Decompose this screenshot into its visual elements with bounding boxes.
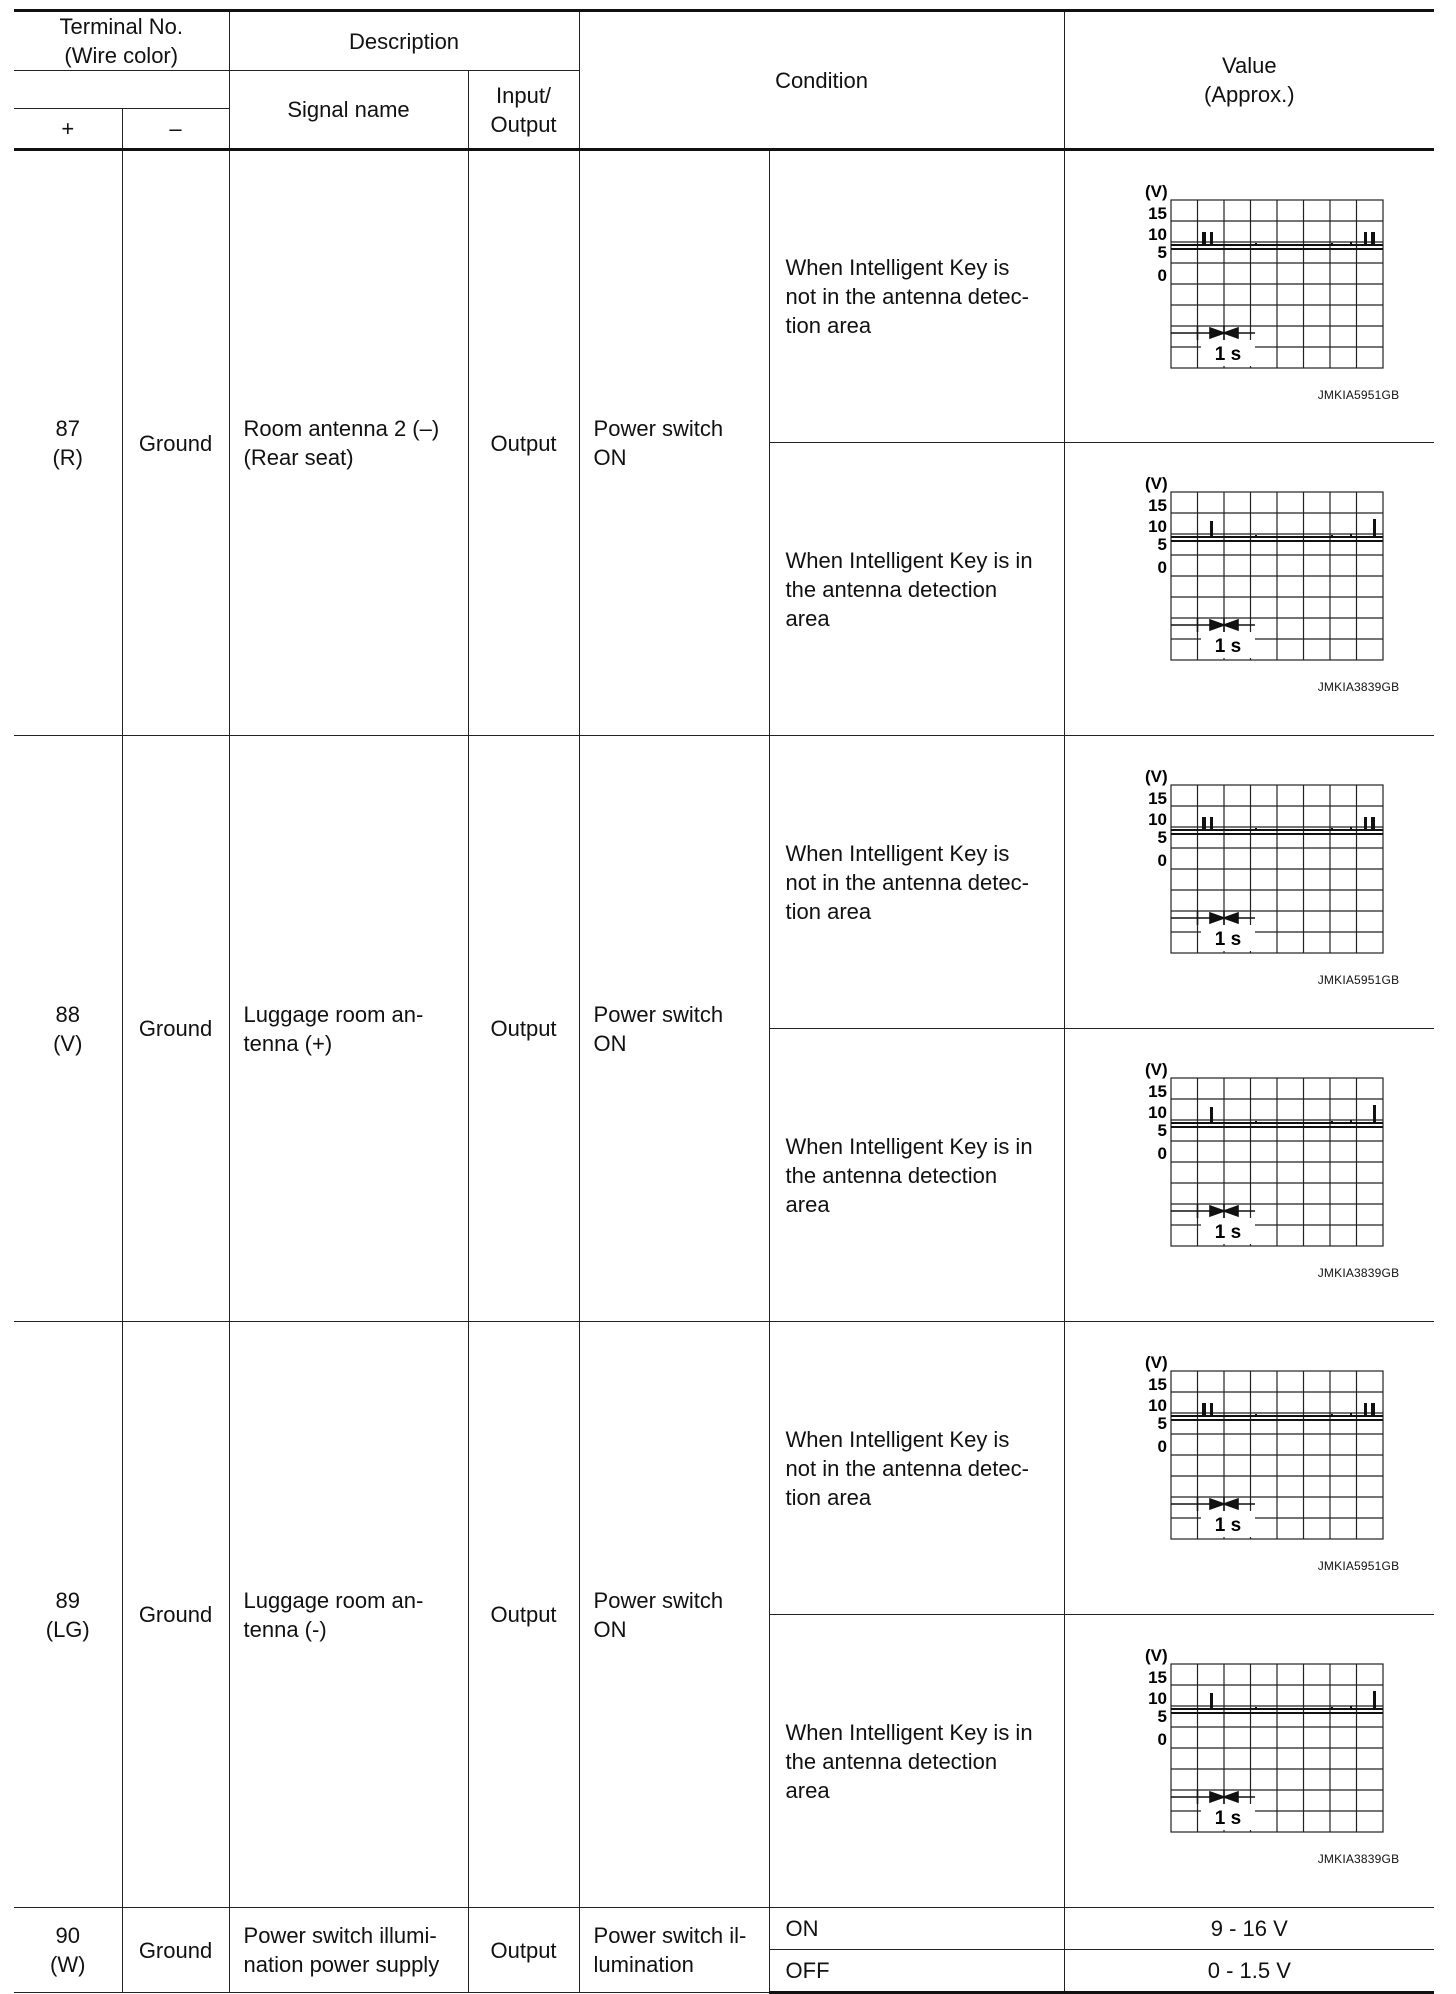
waveform-tick-label: 0 (1157, 558, 1168, 577)
condition-line: Power switch il- (593, 1923, 747, 1948)
sub-condition-line: the antenna detection (785, 1162, 998, 1188)
waveform-time-label: 1 s (1215, 1515, 1242, 1536)
sub-condition (769, 1029, 1064, 1322)
header-terminal-label: Terminal No. (59, 14, 183, 39)
waveform-tick-label: 15 (1148, 203, 1168, 223)
header-value (1064, 11, 1434, 150)
waveform-unit-label: (V) (1145, 767, 1168, 786)
sub-condition-line: When Intelligent Key is in (785, 1133, 1033, 1159)
waveform-tick-label: 5 (1157, 828, 1168, 847)
waveform-tick-label: 10 (1148, 1396, 1168, 1415)
signal-name-line: nation power supply (243, 1952, 440, 1977)
figure-code: JMKIA3839GB (1317, 1266, 1400, 1280)
header-description: Description (229, 11, 579, 71)
figure-code: JMKIA5951GB (1317, 387, 1400, 402)
waveform-tick-label: 10 (1148, 810, 1168, 829)
waveform-graph (1099, 474, 1399, 704)
sub-condition-line: When Intelligent Key is in (785, 1719, 1033, 1745)
terminal-number: 90 (55, 1923, 80, 1948)
sub-condition (769, 150, 1064, 443)
value-waveform (1064, 736, 1434, 1029)
signal-name (229, 150, 468, 736)
waveform-unit-label: (V) (1145, 474, 1168, 493)
table-row (14, 736, 1434, 1029)
condition-line: ON (593, 1030, 627, 1056)
figure-code: JMKIA5951GB (1317, 973, 1400, 987)
terminal-number: 87 (55, 416, 80, 441)
waveform-graph (1099, 1060, 1399, 1290)
signal-name-line: Luggage room an- (243, 1001, 424, 1027)
table-row (14, 150, 1434, 443)
waveform-tick-label: 0 (1157, 851, 1168, 870)
waveform-time-label: 1 s (1215, 636, 1242, 657)
waveform-tick-label: 0 (1157, 1730, 1168, 1749)
sub-condition-line: not in the antenna detec- (785, 869, 1029, 895)
signal-name-line: tenna (-) (243, 1616, 327, 1642)
value-waveform (1064, 150, 1434, 443)
minus-terminal: Ground (122, 150, 229, 736)
header-input-output (468, 71, 579, 150)
sub-condition-line: area (785, 605, 830, 631)
value-waveform (1064, 443, 1434, 736)
waveform-tick-label: 10 (1148, 1103, 1168, 1122)
condition-line: ON (593, 445, 627, 470)
condition (579, 1322, 769, 1908)
sub-condition-line: tion area (785, 313, 872, 338)
wire-color: (W) (50, 1952, 86, 1977)
header-wire-color-label: (Wire color) (64, 43, 179, 68)
terminal-cell (14, 150, 122, 736)
minus-terminal: Ground (122, 736, 229, 1322)
signal-name-line: Room antenna 2 (–) (243, 416, 440, 441)
condition-line: Power switch (593, 1587, 724, 1613)
waveform-time-label: 1 s (1215, 1808, 1242, 1829)
waveform-tick-label: 5 (1157, 242, 1168, 262)
waveform-unit-label: (V) (1145, 1353, 1168, 1372)
signal-name-line: Luggage room an- (243, 1587, 424, 1613)
sub-condition-line: When Intelligent Key is (785, 255, 1010, 280)
sub-condition-line: not in the antenna detec- (785, 1455, 1029, 1481)
waveform-tick-label: 10 (1148, 1689, 1168, 1708)
waveform-tick-label: 5 (1157, 1707, 1168, 1726)
condition-line: lumination (593, 1952, 694, 1977)
header-input-label: Input/ (496, 82, 552, 108)
waveform-unit-label: (V) (1145, 181, 1168, 201)
figure-code: JMKIA3839GB (1317, 680, 1400, 694)
sub-condition-line: the antenna detection (785, 576, 998, 602)
header-plus: + (14, 109, 122, 150)
value-waveform (1064, 1322, 1434, 1615)
value-on: 9 - 16 V (1064, 1908, 1434, 1950)
sub-condition-line: not in the antenna detec- (785, 284, 1029, 309)
sub-condition-line: tion area (785, 898, 872, 924)
sub-condition-line: tion area (785, 1484, 872, 1510)
value-waveform (1064, 1615, 1434, 1908)
sub-condition-line: area (785, 1191, 830, 1217)
waveform-tick-label: 15 (1148, 496, 1168, 515)
input-output: Output (468, 1322, 579, 1908)
sub-condition-line: When Intelligent Key is in (785, 547, 1033, 573)
sub-condition-line: When Intelligent Key is (785, 840, 1010, 866)
wire-color: (V) (53, 1030, 83, 1056)
minus-terminal: Ground (122, 1322, 229, 1908)
signal-name-line: (Rear seat) (243, 445, 354, 470)
condition-line: Power switch (593, 416, 724, 441)
value-off: 0 - 1.5 V (1064, 1950, 1434, 1993)
sub-condition-line: the antenna detection (785, 1748, 998, 1774)
waveform-unit-label: (V) (1145, 1060, 1168, 1079)
terminal-cell (14, 1322, 122, 1908)
waveform-tick-label: 15 (1148, 1375, 1168, 1394)
state-off: OFF (769, 1950, 1064, 1993)
wire-color: (R) (52, 445, 84, 470)
waveform-tick-label: 0 (1157, 1144, 1168, 1163)
signal-name (229, 736, 468, 1322)
condition-line: Power switch (593, 1001, 724, 1027)
waveform-time-label: 1 s (1215, 1222, 1242, 1243)
header-output-label: Output (490, 111, 557, 137)
header-signal-name: Signal name (229, 71, 468, 150)
waveform-tick-label: 5 (1157, 1414, 1168, 1433)
waveform-graph (1099, 767, 1399, 997)
input-output: Output (468, 736, 579, 1322)
signal-name-line: Power switch illumi- (243, 1923, 437, 1948)
waveform-tick-label: 5 (1157, 535, 1168, 554)
wire-color: (LG) (45, 1616, 90, 1642)
sub-condition-line: When Intelligent Key is (785, 1426, 1010, 1452)
waveform-tick-label: 10 (1148, 517, 1168, 536)
waveform-tick-label: 0 (1157, 1437, 1168, 1456)
header-minus: – (122, 109, 229, 150)
terminal-cell (14, 736, 122, 1322)
waveform-graph (1099, 1646, 1399, 1876)
waveform-unit-label: (V) (1145, 1646, 1168, 1665)
terminal-spec-table (14, 9, 1434, 1994)
terminal-number: 88 (55, 1001, 80, 1027)
table-row (14, 1908, 1434, 1950)
condition (579, 736, 769, 1322)
sub-condition-line: area (785, 1777, 830, 1803)
minus-terminal: Ground (122, 1908, 229, 1993)
table-row (14, 1322, 1434, 1615)
state-on: ON (769, 1908, 1064, 1950)
input-output: Output (468, 1908, 579, 1993)
waveform-tick-label: 0 (1157, 265, 1168, 285)
signal-name-line: tenna (+) (243, 1030, 333, 1056)
waveform-tick-label: 5 (1157, 1121, 1168, 1140)
header-approx-label: (Approx.) (1204, 82, 1295, 107)
waveform-graph (1099, 1353, 1399, 1583)
sub-condition (769, 443, 1064, 736)
header-terminal-no (14, 11, 229, 71)
figure-code: JMKIA3839GB (1317, 1852, 1400, 1866)
input-output: Output (468, 150, 579, 736)
waveform-tick-label: 15 (1148, 1082, 1168, 1101)
header-terminal-spacer (14, 71, 229, 109)
sub-condition (769, 1615, 1064, 1908)
waveform-tick-label: 15 (1148, 789, 1168, 808)
waveform-tick-label: 10 (1148, 224, 1168, 244)
signal-name (229, 1322, 468, 1908)
waveform-time-label: 1 s (1215, 343, 1242, 365)
terminal-number: 89 (55, 1587, 80, 1613)
header-condition: Condition (579, 11, 1064, 150)
value-waveform (1064, 1029, 1434, 1322)
sub-condition (769, 736, 1064, 1029)
waveform-tick-label: 15 (1148, 1668, 1168, 1687)
condition (579, 150, 769, 736)
header-value-label: Value (1221, 53, 1277, 78)
figure-code: JMKIA5951GB (1317, 1559, 1400, 1573)
condition-line: ON (593, 1616, 627, 1642)
sub-condition (769, 1322, 1064, 1615)
waveform-graph (1099, 182, 1399, 412)
waveform-time-label: 1 s (1215, 929, 1242, 950)
